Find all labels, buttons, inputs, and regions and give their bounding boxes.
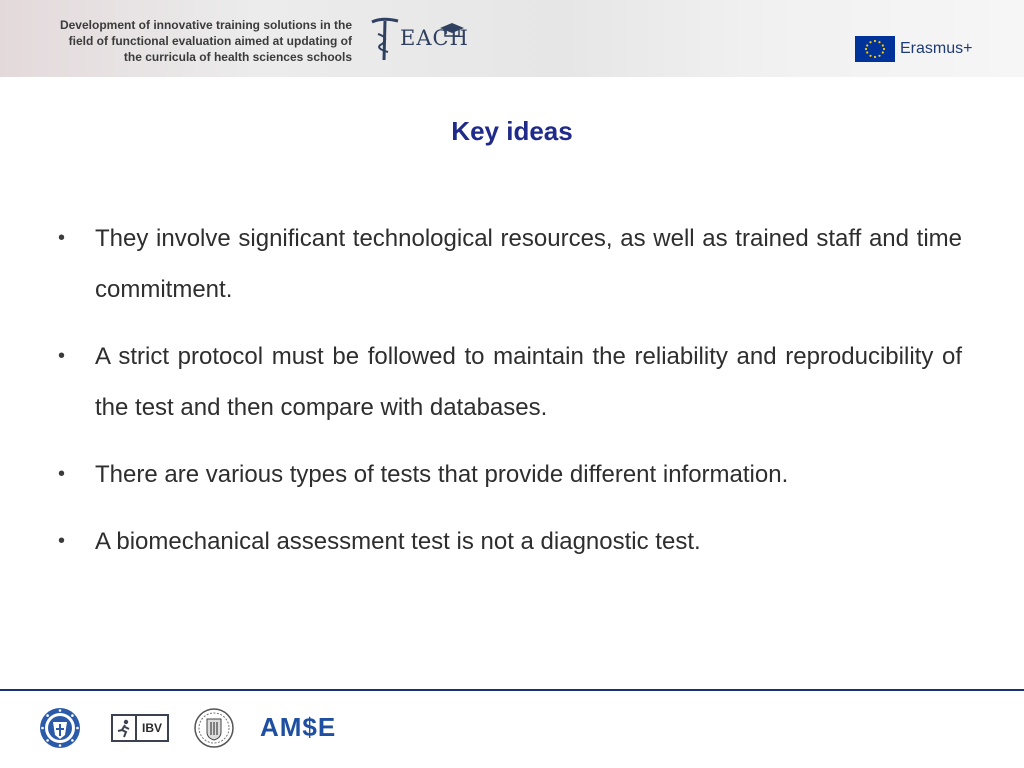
footer-divider [0,689,1024,691]
bullet-text: They involve significant technological resources, as well as trained staff and time commitment. [95,225,962,303]
project-line-2: field of functional evaluation aimed at updating of [68,34,352,48]
eu-flag-icon [855,36,895,62]
bullet-text: A biomechanical assessment test is not a diagnostic test. [95,528,701,555]
bullet-item [58,516,962,567]
bullet-dot-icon: • [58,345,66,367]
project-line-3: the curricula of health sciences schools [123,50,352,64]
bullet-dot-icon: • [58,227,66,249]
bullet-item [58,213,962,315]
university-seal-logo [39,707,81,749]
erasmus-logo [855,36,972,62]
ibv-logo [111,714,169,742]
amse-logo: AM$E [260,712,337,742]
teach-logo [368,16,468,66]
project-line-1: Development of innovative training solutions in the [59,18,352,32]
bullet-list [58,213,962,583]
erasmus-label: Erasmus+ [900,40,973,57]
university-crest-logo [194,708,234,748]
bullet-dot-icon: • [58,463,66,485]
bullet-text: A strict protocol must be followed to maintain the reliability and reproducibility of the test and then compare with databases. [95,343,962,421]
ibv-figure-icon [113,716,137,740]
slide-title: Key ideas [451,116,573,146]
bullet-dot-icon: • [58,530,66,552]
bullet-item [58,331,962,433]
ibv-label: IBV [141,721,162,735]
bullet-text: There are various types of tests that provide different information. [95,461,789,488]
bullet-item [58,449,962,500]
header-banner [0,0,1024,77]
project-description [0,17,352,65]
teach-logo-text: EACH [400,26,469,50]
